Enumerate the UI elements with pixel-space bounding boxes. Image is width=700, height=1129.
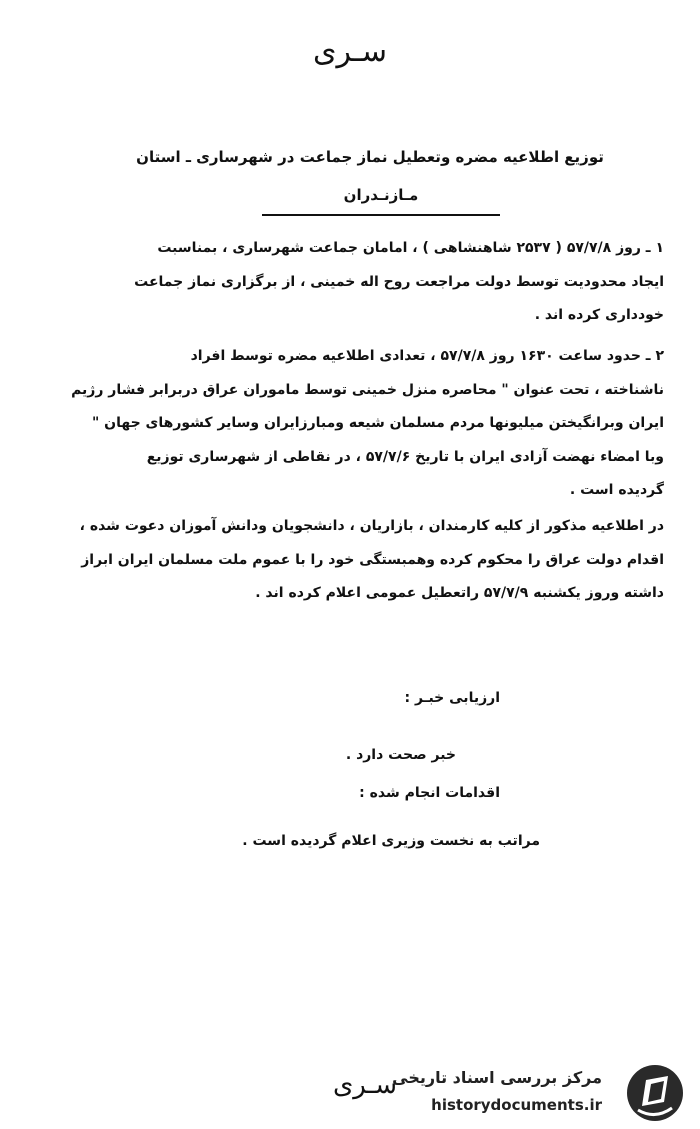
subtitle-underline bbox=[262, 214, 500, 216]
paragraph-line: ایران وبرانگیختن میلیونها مردم مسلمان شیعه ومبارزایران وسایر کشورهای جهان " bbox=[91, 415, 664, 431]
paragraph-3 bbox=[36, 510, 664, 611]
classification-top: سـری bbox=[313, 34, 387, 69]
actions-text: مراتب به نخست وزیری اعلام گردیده است . bbox=[242, 833, 540, 849]
paragraph-line: خودداری کرده اند . bbox=[534, 307, 664, 323]
paragraph-line: ۱ ـ روز ۵۷/۷/۸ ( ۲۵۳۷ شاهنشاهی ) ، امامان جماعت شهرساری ، بمناسبت bbox=[157, 240, 664, 256]
document-subtitle: مـازنـدران bbox=[343, 186, 419, 204]
archive-logo-icon bbox=[624, 1062, 686, 1124]
paragraph-line: ۲ ـ حدود ساعت ۱۶۳۰ روز ۵۷/۷/۸ ، تعدادی اطلاعیه مضره توسط افراد bbox=[190, 348, 664, 364]
paragraph-line: ناشناخته ، تحت عنوان " محاصره منزل خمینی توسط ماموران عراق دربرابر فشار رژیم bbox=[71, 381, 664, 398]
paragraph-2 bbox=[36, 340, 664, 508]
paragraph-line: در اطلاعیه مذکور از کلیه کارمندان ، بازاریان ، دانشجویان ودانش آموزان دعوت شده ، bbox=[79, 518, 664, 534]
watermark-url: historydocuments.ir bbox=[431, 1096, 602, 1114]
paragraph-line: گردیده است . bbox=[569, 482, 664, 498]
watermark-title: مرکز بررسی اسناد تاریخی bbox=[392, 1068, 602, 1087]
actions-heading: اقدامات انجام شده : bbox=[359, 785, 500, 801]
paragraph-1 bbox=[36, 232, 664, 333]
paragraph-line: وبا امضاء نهضت آزادی ایران با تاریخ ۵۷/۷/۶ ، در نقاطی از شهرساری توزیع bbox=[146, 448, 664, 465]
evaluation-heading: ارزیابی خبـر : bbox=[404, 690, 500, 706]
archive-watermark bbox=[386, 1062, 686, 1124]
evaluation-text: خبر صحت دارد . bbox=[345, 747, 456, 763]
paragraph-line: ایجاد محدودیت توسط دولت مراجعت روح اله خمینی ، از برگزاری نماز جماعت bbox=[134, 273, 664, 290]
paragraph-line: داشته وروز یکشنبه ۵۷/۷/۹ راتعطیل عمومی اعلام کرده اند . bbox=[255, 585, 664, 601]
paragraph-line: اقدام دولت عراق را محکوم کرده وهمبستگی خود را با عموم ملت مسلمان ایران ابراز bbox=[81, 551, 664, 568]
document-title: توزیع اطلاعیه مضره وتعطیل نماز جماعت در شهرساری ـ استان bbox=[136, 148, 604, 166]
classification-bottom: سـری bbox=[332, 1070, 398, 1100]
